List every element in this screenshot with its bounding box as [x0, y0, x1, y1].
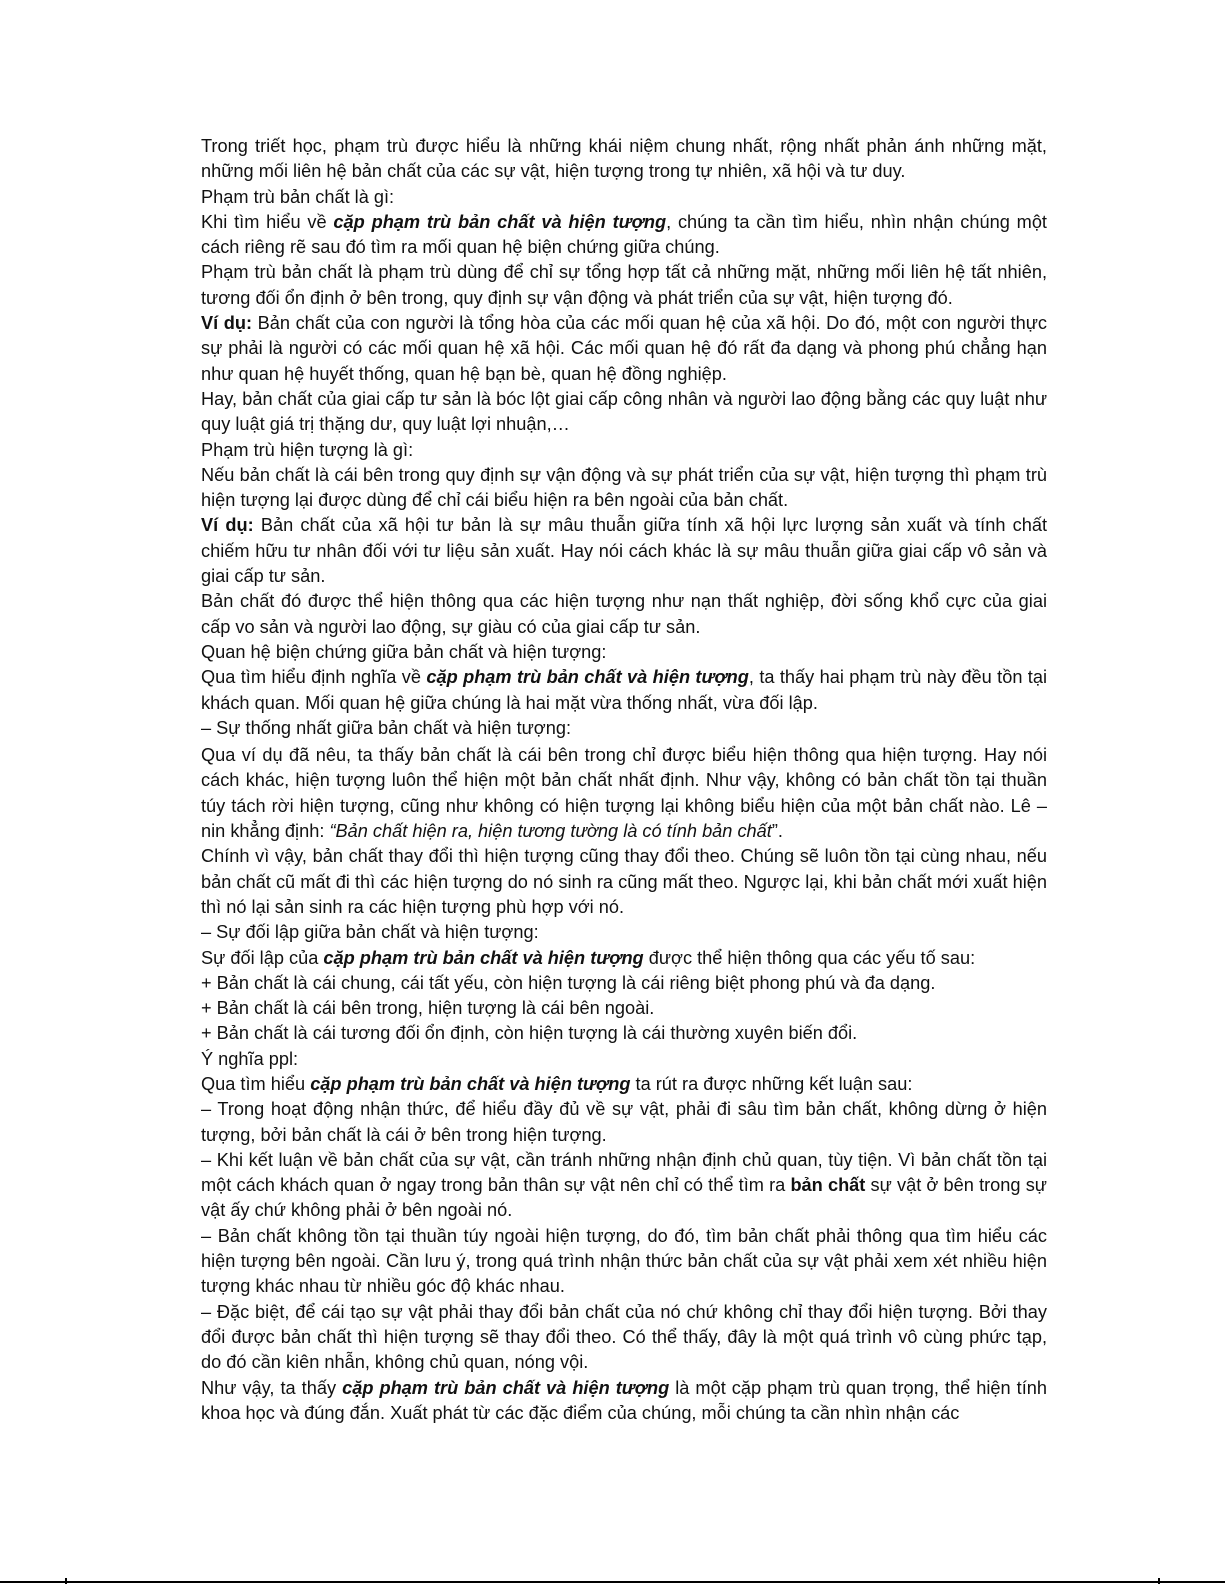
text-run: Qua tìm hiểu	[201, 1073, 311, 1094]
text-run: sự vật ở bên trong sự vật ấy chứ không phải ở bên ngoài nó.	[201, 1175, 1047, 1221]
emphasis-bold: bản chất	[790, 1175, 866, 1196]
paragraph-ket-luan	[201, 1072, 1047, 1097]
text-run: , ta thấy hai phạm trù này đều tồn tại khách quan. Mối quan hệ giữa chúng là hai mặt vừa thống nhất, vừa đối lập.	[201, 667, 1048, 713]
list-item-2: + Bản chất là cái bên trong, hiện tượng là cái bên ngoài.	[201, 998, 655, 1019]
heading-thong-nhat: – Sự thống nhất giữa bản chất và hiện tượng:	[201, 717, 572, 738]
emphasis-term: cặp phạm trù bản chất và hiện tượng	[333, 211, 667, 232]
conclusion-item-3: – Bản chất không tồn tại thuần túy ngoài hiện tượng, do đó, tìm bản chất phải thông qua tìm hiểu các hiện tượng bên ngoài. Cần lưu ý, trong quá trình nhận thức bản chất của sự vật phải xem xét nhiều hiện tượng khác nhau từ nhiều góc độ khác nhau.	[201, 1225, 1047, 1297]
text-run: – Khi kết luận về bản chất của sự vật, cần tránh những nhận định chủ quan, tùy tiện. Vì bản chất tồn tại một cách khách quan ở ngay trong bản thân sự vật nên chỉ có thể tìm ra	[201, 1149, 1047, 1196]
text-run: Khi tìm hiểu về	[201, 211, 334, 232]
heading-ban-chat: Phạm trù bản chất là gì:	[201, 186, 395, 207]
heading-y-nghia: Ý nghĩa ppl:	[201, 1048, 299, 1069]
text-run: , chúng ta cần tìm hiểu, nhìn nhận chúng một cách riêng rẽ sau đó tìm ra mối quan hệ biện chứng giữa chúng.	[201, 211, 1047, 258]
paragraph-intro: Trong triết học, phạm trù được hiểu là những khái niệm chung nhất, rộng nhất phản ánh những mặt, những mối liên hệ bản chất của các sự vật, hiện tượng trong tự nhiên, xã hội và tư duy.	[201, 136, 1047, 182]
paragraph-vi-du-2	[201, 513, 1047, 589]
list-item-3: + Bản chất là cái tương đối ổn định, còn hiện tượng là cái thường xuyên biến đổi.	[201, 1023, 858, 1044]
conclusion-item-1: – Trong hoạt động nhận thức, để hiểu đầy đủ về sự vật, phải đi sâu tìm bản chất, không dừng ở hiện tượng, bởi bản chất là cái ở bên trong hiện tượng.	[201, 1099, 1047, 1145]
paragraph-thong-nhat	[201, 743, 1047, 844]
text-run: là một cặp phạm trù quan trọng, thể hiện tính khoa học và đúng đắn. Xuất phát từ các đặc điểm của chúng, mỗi chúng ta cần nhìn nhận các	[201, 1377, 1048, 1423]
text-run: Qua ví dụ đã nêu, ta thấy bản chất là cái bên trong chỉ được biểu hiện thông qua hiện tượng. Hay nói cách khác, hiện tượng luôn thể hiện một bản chất nhất định. Như vậy, không có bản chất tồn tại thuần túy tách rời hiện tượng, cũng như không có hiện tượng lại không biểu hiện của một bản chất nào. Lê – nin khẳng định:	[201, 745, 1047, 842]
emphasis-term: cặp phạm trù bản chất và hiện tượng	[342, 1377, 670, 1398]
heading-hien-tuong: Phạm trù hiện tượng là gì:	[201, 439, 414, 460]
text-run: Qua tìm hiểu định nghĩa về	[201, 667, 427, 688]
paragraph-dinh-nghia-ban-chat: Phạm trù bản chất là phạm trù dùng để chỉ sự tổng hợp tất cả những mặt, những mối liên hệ tất nhiên, tương đối ổn định ở bên trong, quy định sự vận động và phát triển của sự vật, hiện tượng đó.	[201, 262, 1047, 308]
margin-tick	[65, 1578, 67, 1584]
paragraph-giai-cap-tu-san: Hay, bản chất của giai cấp tư sản là bóc lột giai cấp công nhân và người lao động bằng các quy luật như quy luật giá trị thặng dư, quy luật lợi nhuận,…	[201, 388, 1047, 435]
paragraph-qua-tim-hieu	[201, 665, 1047, 716]
paragraph-vi-du-1	[201, 311, 1047, 387]
heading-quan-he: Quan hệ biện chứng giữa bản chất và hiện tượng:	[201, 641, 607, 662]
text-run: được thể hiện thông qua các yếu tố sau:	[643, 947, 976, 968]
emphasis-term: cặp phạm trù bản chất và hiện tượng	[323, 947, 644, 968]
example-label: Ví dụ:	[201, 313, 253, 334]
text-run: ”.	[771, 821, 783, 842]
text-run: ta rút ra được những kết luận sau:	[630, 1073, 913, 1094]
emphasis-term: cặp phạm trù bản chất và hiện tượng	[426, 667, 749, 688]
conclusion-item-4: – Đặc biệt, để cái tạo sự vật phải thay đổi bản chất của nó chứ không chỉ thay đổi hiện tượng. Bởi thay đổi được bản chất thì hiện tượng sẽ thay đổi theo. Có thể thấy, đây là một quá trình vô cùng phức tạp, do đó cần kiên nhẫn, không chủ quan, nóng vội.	[201, 1301, 1047, 1373]
list-item-1: + Bản chất là cái chung, cái tất yếu, còn hiện tượng là cái riêng biệt phong phú và đa dạng.	[201, 972, 936, 993]
emphasis-term: cặp phạm trù bản chất và hiện tượng	[310, 1073, 631, 1094]
text-run: Bản chất của con người là tổng hòa của các mối quan hệ của xã hội. Do đó, một con người thực sự phải là người có các mối quan hệ xã hội. Các mối quan hệ đó rất đa dạng và phong phú chẳng hạn như quan hệ huyết thống, quan hệ bạn bè, quan hệ đồng nghiệp.	[201, 313, 1047, 384]
document-body	[201, 134, 1047, 1426]
heading-doi-lap: – Sự đối lập giữa bản chất và hiện tượng:	[201, 922, 539, 943]
paragraph-chinh-vi-vay: Chính vì vậy, bản chất thay đổi thì hiện tượng cũng thay đổi theo. Chúng sẽ luôn tồn tại cùng nhau, nếu bản chất cũ mất đi thì các hiện tượng do nó sinh ra cũng mất theo. Ngược lại, khi bản chất mới xuất hiện thì nó lại sản sinh ra các hiện tượng phù hợp với nó.	[201, 846, 1047, 917]
text-run: Bản chất của xã hội tư bản là sự mâu thuẫn giữa tính xã hội lực lượng sản xuất và tính chất chiếm hữu tư nhân đối với tư liệu sản xuất. Hay nói cách khác là sự mâu thuẫn giữa giai cấp vô sản và giai cấp tư sản.	[201, 515, 1048, 587]
paragraph-dinh-nghia-hien-tuong: Nếu bản chất là cái bên trong quy định sự vận động và sự phát triển của sự vật, hiện tượng thì phạm trù hiện tượng lại được dùng để chỉ cái biểu hiện ra bên ngoài của bản chất.	[201, 464, 1047, 511]
quote-lenin: “Bản chất hiện ra, hiện tương tường là có tính bản chất	[329, 821, 772, 842]
paragraph-nhu-vay	[201, 1376, 1047, 1427]
page-bottom-edge	[0, 1581, 1225, 1583]
text-run: Như vậy, ta thấy	[201, 1377, 343, 1398]
example-label: Ví dụ:	[201, 515, 254, 536]
conclusion-item-2	[201, 1148, 1047, 1224]
paragraph-khi-tim-hieu	[201, 210, 1047, 261]
margin-tick	[1158, 1578, 1160, 1584]
paragraph-the-hien: Bản chất đó được thể hiện thông qua các hiện tượng như nạn thất nghiệp, đời sống khổ cực của giai cấp vo sản và người lao động, sự giàu có của giai cấp tư sản.	[201, 591, 1047, 637]
paragraph-doi-lap	[201, 946, 1047, 971]
text-run: Sự đối lập của	[201, 947, 324, 968]
